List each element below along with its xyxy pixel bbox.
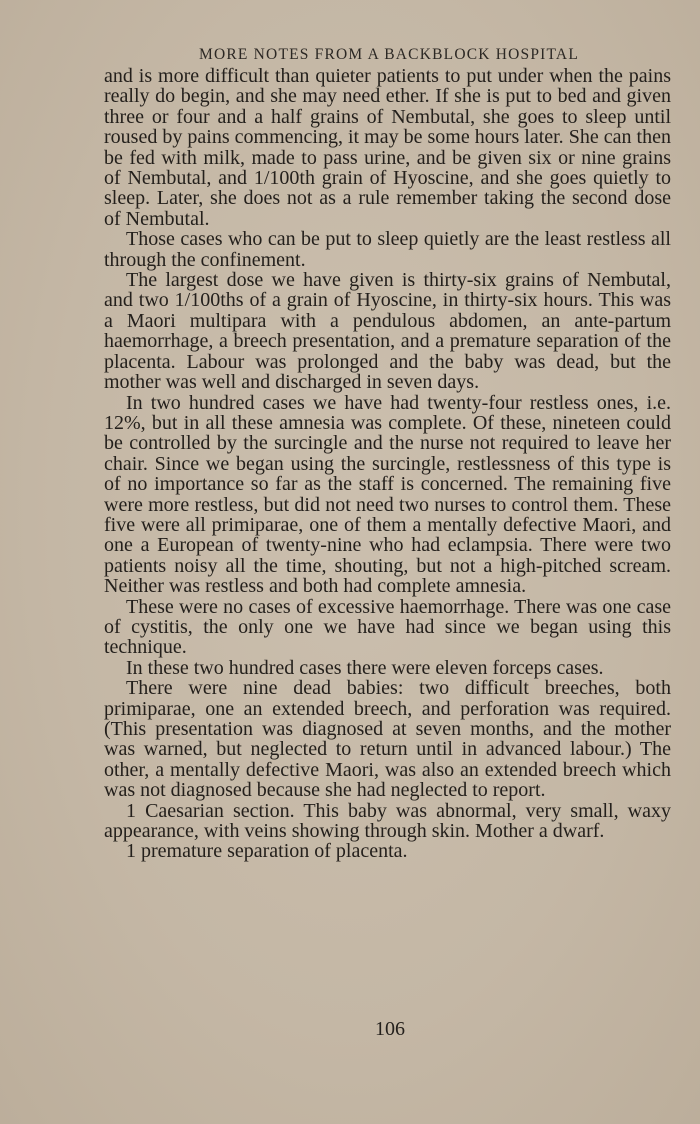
paragraph: 1 premature separation of placenta. [126,840,408,863]
paragraph: There were nine dead babies: two difficult breeches, both primiparae, one an extended breech, and perforation was required. (This presentation was diagnosed at seven months, and the mother was warned, but neglected to return until in advanced labour.) The other, a mentally defective Maori, was also an extended breech which was not diagnosed because she had neglected to report. [104,677,671,802]
paragraph: 1 Caesarian section. This baby was abnormal, very small, waxy appearance, with veins showing through skin. Mother a dwarf. [104,799,671,843]
paragraph: The largest dose we have given is thirty-six grains of Nembutal, and two 1/100ths of a grain of Hyoscine, in thirty-six hours. This was a Maori multipara with a pendulous abdomen, an ante-partum haemorrhage, a breech presentation, and a premature separation of the placenta. Labour was prolonged and the baby was dead, but the mother was well and discharged in seven days. [104,269,671,394]
paragraph-continuation: and is more difficult than quieter patients to put under when the pains really do begin, and she may need ether. If she is put to bed and given three or four and a half grains of Nembutal, she goes to sleep until roused by pains commencing, it may be some hours later. She can then be fed with milk, made to pass urine, and be given six or nine grains of Nembutal, and 1/100th grain of Hyoscine, and she goes quietly to sleep. Later, she does not as a rule remember taking the second dose of Nembutal. [104,65,671,230]
paragraph: These were no cases of excessive haemorrhage. There was one case of cystitis, the only one we have had since we began using this technique. [104,595,671,659]
body-text [104,66,671,862]
paragraph: In these two hundred cases there were eleven forceps cases. [126,656,604,679]
running-head: MORE NOTES FROM A BACKBLOCK HOSPITAL [199,46,579,63]
paragraph: Those cases who can be put to sleep quietly are the least restless all through the confinement. [104,228,671,271]
page-number: 106 [375,1018,405,1040]
paragraph: In two hundred cases we have had twenty-four restless ones, i.e. 12%, but in all these amnesia was complete. Of these, nineteen could be controlled by the surcingle and the nurse not required to leave her chair. Since we began using the surcingle, restlessness of this type is of no importance so far as the staff is concerned. The remaining five were more restless, but did not need two nurses to control them. These five were all primiparae, one of them a mentally defective Maori, and one a European of twenty-nine who had eclampsia. There were two patients noisy all the time, shouting, but not a high-pitched scream. Neither was restless and both had complete amnesia. [104,391,671,598]
